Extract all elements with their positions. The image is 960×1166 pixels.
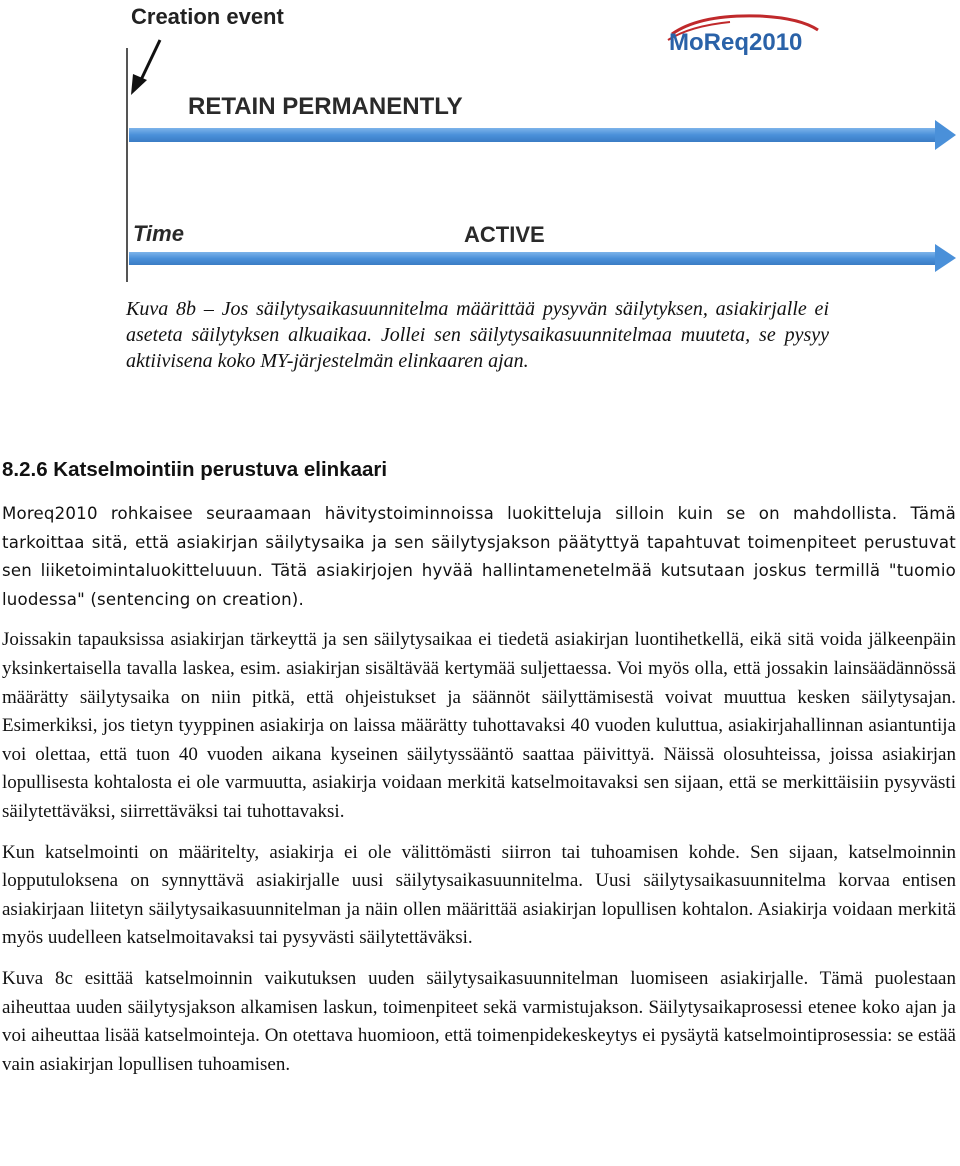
creation-event-arrow (131, 40, 160, 95)
figure-caption: Kuva 8b – Jos säilytysaikasuunnitelma määrittää pysyvän säilytyksen, asiakirjalle ei aseteta säilytyksen alkuaikaa. Jollei sen säilytysaikasuunnitelmaa muuteta, se pysyy aktiivisena koko MY-järjestelmän elinkaaren ajan. (126, 298, 829, 372)
paragraph-2: Joissakin tapauksissa asiakirjan tärkeyttä ja sen säilytysaikaa ei tiedetä asiakirjan luontihetkellä, eikä sitä voida jälkeenpäin yksinkertaisella tavalla laskea, esim. asiakirjan sisältävää kertymää suljettaessa. Voi myös olla, että jossakin lainsäädännössä määrätty säilytysaika on niin pitkä, että ohjeistukset ja säännöt säilyttämisestä voivat muuttua kesken säilytysajan. Esimerkiksi, jos tietyn tyyppinen asiakirja on laissa määrätty tuhottavaksi 40 vuoden kuluttua, asiakirjahallinnan asiantuntija voi olettaa, että tuon 40 vuoden aikana kyseinen säilytyssääntö saattaa päivittyä. Näissä olosuhteissa, joissa asiakirjan lopullisesta kohtalosta ei ole varmuutta, asiakirja voidaan merkitä katselmoitavaksi sen sijaan, että se merkittäisiin pysyvästi säilytettäväksi, siirrettäväksi tai tuhottavaksi. (2, 629, 956, 822)
time-active-bar (129, 244, 956, 272)
lifecycle-figure (0, 0, 960, 290)
moreq2010-logo-text: MoReq2010 (669, 29, 803, 56)
creation-event-label: Creation event (131, 4, 284, 29)
lifecycle-diagram (0, 0, 960, 290)
paragraph-4: Kuva 8c esittää katselmoinnin vaikutuksen uuden säilytysaikasuunnitelman luomiseen asiakirjalle. Tämä puolestaan aiheuttaa uuden säilytysjakson alkamisen laskun, toimenpiteet sekä varmistujakson. Säilytysaikaprosessi etenee koko ajan ja voi aiheuttaa lisää katselmointeja. On otettava huomioon, että toimenpidekeskeytys ei pysäytä katselmointiprosessia: se estää vain asiakirjan lopullisen tuhoamisen. (2, 967, 956, 1075)
paragraph-1: Moreq2010 rohkaisee seuraamaan hävitystoiminnoissa luokitteluja silloin kuin se on mahdollista. Tämä tarkoittaa sitä, että asiakirjan säilytysaika ja sen säilytysjakson päätyttyä tapahtuvat toimenpiteet perustuvat sen liiketoimintaluokitteluuun. Tätä asiakirjojen hyvää hallintamenetelmää kutsutaan joskus termillä "tuomio luodessa" (sentencing on creation). (2, 504, 956, 609)
active-label: ACTIVE (464, 222, 545, 247)
body-text (2, 500, 956, 1091)
paragraph-3: Kun katselmointi on määritelty, asiakirja ei ole välittömästi siirron tai tuhoamisen kohde. Sen sijaan, katselmoinnin lopputuloksena on synnyttävä asiakirjalle uusi säilytysaikasuunnitelma. Uusi säilytysaikasuunnitelma korvaa entisen asiakirjaan liitetyn säilytysaikasuunnitelman ja näin ollen määrittää asiakirjan lopullisen kohtalon. Asiakirja voidaan merkitä myös uudelleen katselmoitavaksi tai pysyvästi säilytettäväksi. (2, 841, 956, 949)
retain-permanently-bar (129, 120, 956, 150)
moreq2010-logo (668, 16, 818, 56)
time-label: Time (133, 221, 184, 246)
retain-permanently-label: RETAIN PERMANENTLY (188, 93, 463, 120)
section-heading: 8.2.6 Katselmointiin perustuva elinkaari (2, 458, 388, 481)
